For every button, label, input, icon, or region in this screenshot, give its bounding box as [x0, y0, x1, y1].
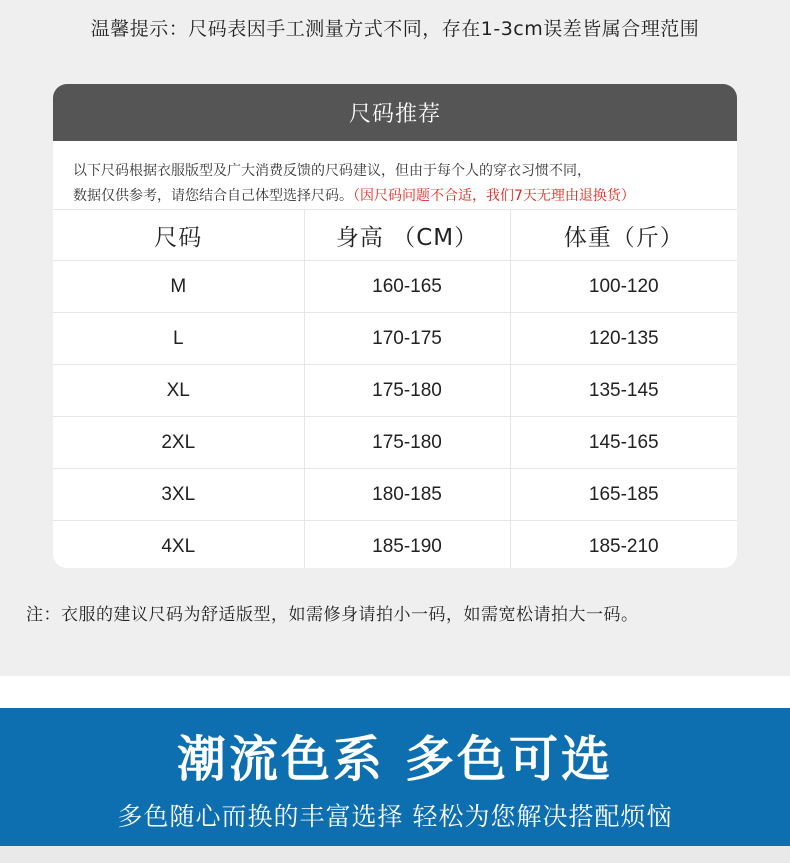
weight-cell: 135-145 — [510, 365, 737, 417]
height-cell: 170-175 — [304, 313, 510, 365]
table-row — [53, 365, 737, 417]
weight-cell: 185-210 — [588, 535, 659, 557]
height-cell: 175-180 — [304, 417, 510, 469]
section-divider — [0, 676, 790, 708]
table-row — [53, 521, 737, 569]
size-tip: 温馨提示：尺码表因手工测量方式不同，存在1-3cm误差皆属合理范围 — [90, 18, 700, 40]
size-cell: 2XL — [53, 417, 304, 469]
table-row — [53, 417, 737, 469]
size-cell: M — [53, 261, 304, 313]
column-header-size: 尺码 — [53, 210, 304, 261]
weight-cell: 100-120 — [510, 261, 737, 313]
table-header-row — [53, 210, 737, 261]
table-row — [53, 469, 737, 521]
weight-cell: 165-185 — [510, 469, 737, 521]
height-cell: 180-185 — [304, 469, 510, 521]
intro-line-2 — [73, 184, 737, 209]
size-cell: 4XL — [53, 521, 304, 569]
weight-cell: 145-165 — [510, 417, 737, 469]
intro-line-2-text: 数据仅供参考，请您结合自己体型选择尺码。 — [73, 188, 353, 204]
height-cell: 185-190 — [304, 521, 510, 569]
column-header-weight: 体重（斤） — [510, 210, 737, 261]
height-cell: 175-180 — [304, 365, 510, 417]
size-recommendation-card — [53, 84, 737, 568]
card-title: 尺码推荐 — [53, 84, 737, 141]
table-row — [53, 261, 737, 313]
size-table — [53, 209, 737, 568]
column-header-height: 身高 （CM） — [304, 210, 510, 261]
weight-cell: 120-135 — [510, 313, 737, 365]
size-cell: XL — [53, 365, 304, 417]
banner-title: 潮流色系 多色可选 — [176, 731, 614, 788]
intro-line-1: 以下尺码根据衣服版型及广大消费反馈的尺码建议，但由于每个人的穿衣习惯不同， — [73, 163, 591, 179]
return-policy-warning: （因尺码问题不合适，我们7天无理由退换货） — [353, 188, 635, 204]
table-row — [53, 313, 737, 365]
size-note: 注：衣服的建议尺码为舒适版型，如需修身请拍小一码，如需宽松请拍大一码。 — [26, 605, 639, 625]
height-cell: 160-165 — [304, 261, 510, 313]
banner-subtitle: 多色随心而换的丰富选择 轻松为您解决搭配烦恼 — [117, 802, 673, 831]
size-cell: L — [53, 313, 304, 365]
color-promo-banner — [0, 708, 790, 846]
size-cell: 3XL — [53, 469, 304, 521]
bottom-strip — [0, 846, 790, 863]
card-intro — [53, 141, 737, 209]
